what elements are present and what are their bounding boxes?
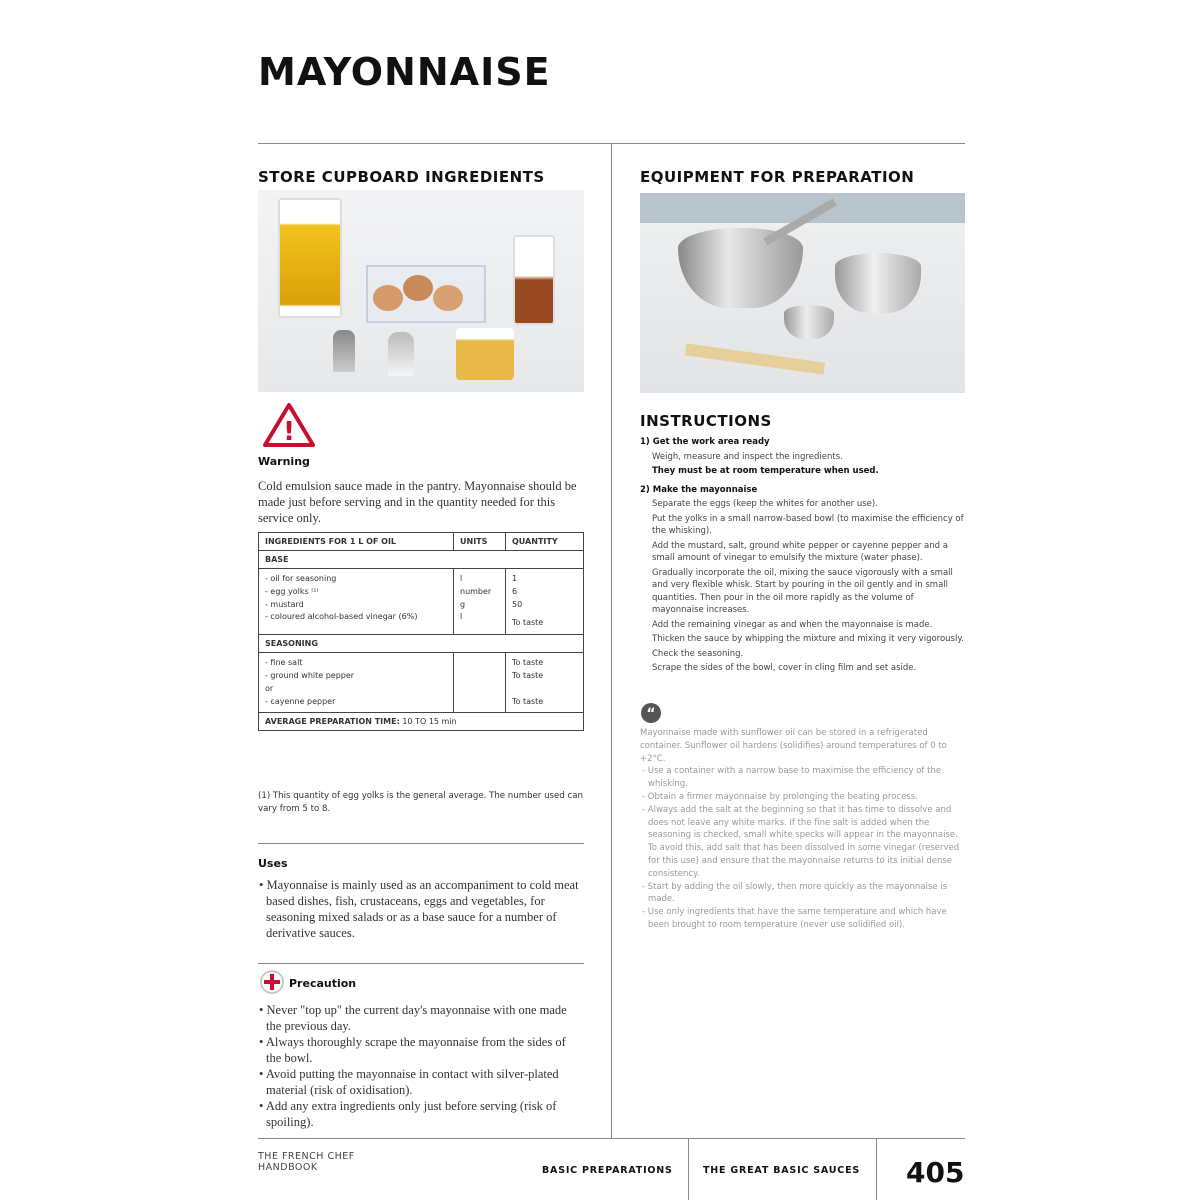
tip-item: - Always add the salt at the beginning so that it has time to dissolve and does not leave any white marks. If the fine salt is added when the seasoning is checked, small white specks will appear in the mayonnaise. To avoid this, add salt that has been dissolved in some vinegar (reserved for this use) and ensure that the mayonnaise returns to its initial dense consistency. (642, 804, 960, 879)
seasoning-label: SEASONING (259, 635, 584, 653)
warning-text: Cold emulsion sauce made in the pantry. Mayonnaise should be made just before serving and in the quantity needed for this service only. (258, 479, 577, 525)
tip-item: - Start by adding the oil slowly, then more quickly as the mayonnaise is made. (642, 881, 948, 905)
unit: g (460, 599, 466, 609)
ingredients-photo (258, 190, 584, 392)
warning-icon (262, 402, 316, 452)
divider (258, 843, 584, 844)
step-line: Gradually incorporate the oil, mixing the sauce vigorously with a small and very flexible whisk. Start by pouring in the oil gently and in small quantities. Then pour in the oil more rapidly as the volume of mayonnaise increases. (652, 567, 953, 615)
footnote: (1) This quantity of egg yolks is the general average. The number used can vary from 5 to 8. (258, 791, 583, 814)
quantity: To taste (512, 658, 544, 668)
footer-divider (876, 1138, 877, 1200)
tip-intro: Mayonnaise made with sunflower oil can be stored in a refrigerated container. Sunflower oil hardens (solidifies) around temperatures of 0 to +2°C. (640, 728, 947, 764)
footer-divider (688, 1138, 689, 1200)
ingredients-heading: STORE CUPBOARD INGREDIENTS (258, 168, 545, 186)
step-line: Thicken the sauce by whipping the mixture and mixing it very vigorously. (652, 634, 964, 644)
footer-section: BASIC PREPARATIONS (542, 1165, 673, 1176)
quantity: 6 (512, 586, 518, 596)
base-label: BASE (259, 551, 584, 569)
red-cross-icon (260, 970, 284, 998)
tip-item: - Obtain a firmer mayonnaise by prolonging the beating process. (642, 791, 918, 802)
warning-label: Warning (258, 455, 310, 468)
step-line: Put the yolks in a small narrow-based bowl (to maximise the efficiency of the whisking). (652, 513, 964, 536)
step-title: 2) Make the mayonnaise (640, 484, 758, 495)
ingredient: - ground white pepper (265, 670, 355, 680)
svg-text:“: “ (646, 706, 656, 722)
prep-time-label: AVERAGE PREPARATION TIME: (265, 717, 400, 727)
unit: l (460, 574, 463, 583)
tip-item: - Use a container with a narrow base to maximise the efficiency of the whisking. (642, 766, 942, 790)
precaution-item: • Add any extra ingredients only just before serving (risk of spoiling). (259, 1099, 557, 1129)
tip-box (640, 727, 965, 932)
ingredients-table (258, 532, 584, 731)
equipment-heading: EQUIPMENT FOR PREPARATION (640, 168, 915, 186)
step-line: Add the remaining vinegar as and when the mayonnaise is made. (652, 619, 933, 630)
col-ingredients: INGREDIENTS FOR 1 L OF OIL (259, 533, 454, 551)
col-quantity: QUANTITY (506, 533, 584, 551)
step-line: Scrape the sides of the bowl, cover in cling film and set aside. (652, 663, 917, 673)
step-line: They must be at room temperature when used. (652, 466, 879, 476)
precaution-item: • Avoid putting the mayonnaise in contact with silver-plated material (risk of oxidisation). (259, 1067, 559, 1097)
ingredient: - fine salt (265, 658, 303, 668)
ingredient: - coloured alcohol-based vinegar (6%) (265, 612, 418, 622)
ingredient: or (265, 683, 274, 693)
column-divider (611, 143, 612, 1138)
step-line: Add the mustard, salt, ground white pepper or cayenne pepper and a small amount of vinegar to emulsify the mixture (water phase). (652, 540, 948, 563)
uses-list (258, 877, 580, 941)
ingredient: - mustard (265, 599, 304, 609)
precaution-item: • Never "top up" the current day's mayonnaise with one made the previous day. (259, 1003, 567, 1033)
uses-label: Uses (258, 857, 288, 870)
instructions (640, 436, 965, 677)
precaution-label: Precaution (289, 977, 357, 990)
equipment-photo (640, 193, 965, 393)
step-line: Separate the eggs (keep the whites for another use). (652, 499, 878, 509)
page-title: MAYONNAISE (258, 50, 551, 94)
quote-tip-icon (640, 702, 662, 728)
instructions-heading: INSTRUCTIONS (640, 412, 772, 430)
svg-text:!: ! (283, 417, 295, 447)
quantity: To taste (512, 696, 544, 706)
quantity: 1 (512, 574, 518, 583)
precaution-item: • Always thoroughly scrape the mayonnaise from the sides of the bowl. (259, 1035, 566, 1065)
precaution-list (258, 1002, 584, 1130)
step-title: 1) Get the work area ready (640, 437, 770, 447)
col-units: UNITS (454, 533, 506, 551)
quantity: 50 (512, 599, 523, 609)
footer-chapter: THE GREAT BASIC SAUCES (703, 1165, 861, 1176)
ingredient: - oil for seasoning (265, 574, 337, 583)
step-line: Weigh, measure and inspect the ingredients. (652, 451, 843, 462)
quantity: To taste (512, 618, 544, 628)
ingredient: - cayenne pepper (265, 696, 336, 706)
unit: l (460, 612, 463, 622)
footer-rule (258, 1138, 965, 1139)
ingredient: - egg yolks ⁽¹⁾ (265, 586, 319, 596)
page-number: 405 (906, 1156, 965, 1189)
unit: number (460, 586, 492, 596)
prep-time-value: 10 TO 15 min (402, 717, 457, 727)
divider (258, 963, 584, 964)
uses-item: • Mayonnaise is mainly used as an accompaniment to cold meat based dishes, fish, crustaceans, eggs and vegetables, for seasoning mixed salads or as a base sauce for a number of derivative sauces. (259, 878, 579, 940)
quantity: To taste (512, 670, 544, 680)
book-title: THE FRENCH CHEF HANDBOOK (258, 1151, 355, 1173)
step-line: Check the seasoning. (652, 648, 744, 659)
tip-item: - Use only ingredients that have the same temperature and which have been brought to room temperature (never use solidified oil). (642, 907, 947, 930)
